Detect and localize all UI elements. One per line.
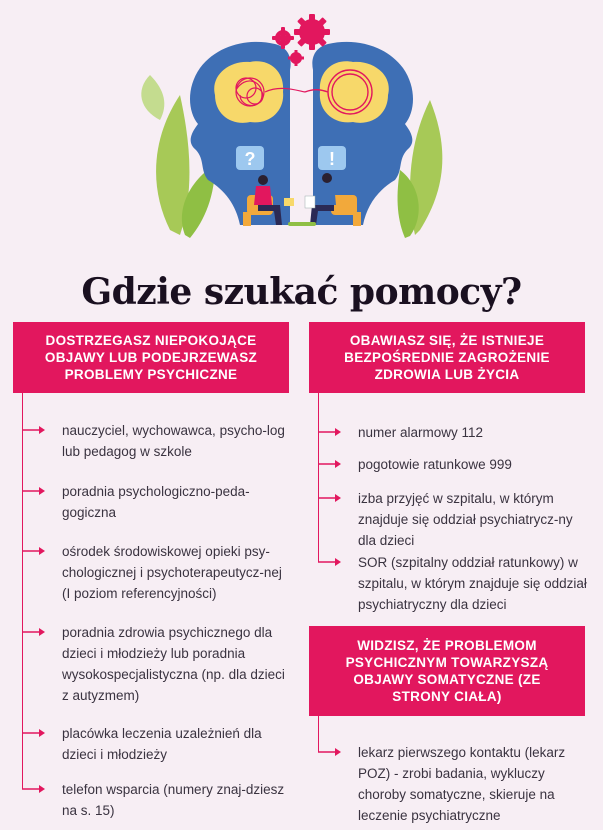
right-top-connector-line [318,393,319,562]
right-bottom-header-text: WIDZISZ, ŻE PROBLEMOM PSYCHICZNYM TOWARZYSZĄ OBJAWY SOMATYCZNE (ZE STRONY CIAŁA) [345,638,549,704]
list-item: telefon wsparcia (numery znaj-dziesz na s. 15) [62,782,285,818]
list-item: ośrodek środowiskowej opieki psy-chologicznej i psychoterapeutycz-nej (I poziom referencyjności) [62,544,282,601]
therapy-illustration [0,0,603,250]
arrow-icon [22,486,46,496]
right-bottom-header-box [309,626,585,716]
list-item: SOR (szpitalny oddział ratunkowy) w szpitalu, w którym znajduje się oddział psychiatryczny dla dzieci [358,555,587,612]
list-item: placówka leczenia uzależnień dla dzieci i młodzieży [62,726,262,762]
right-top-header-box [309,322,585,393]
arrow-icon [22,728,46,738]
arrow-icon [318,747,342,757]
right-top-header-text: OBAWIASZ SIĘ, ŻE ISTNIEJE BEZPOŚREDNIE ZAGROŻENIE ZDROWIA LUB ŻYCIA [344,333,550,382]
list-item: lekarz pierwszego kontaktu (lekarz POZ) - zrobi badania, wykluczy choroby somatyczne, skieruje na leczenie psychiatryczne [358,745,566,823]
list-item: poradnia psychologiczno-peda-gogiczna [62,484,250,520]
arrow-icon [22,425,46,435]
list-item: pogotowie ratunkowe 999 [358,457,512,472]
list-item: izba przyjęć w szpitalu, w którym znajduje się oddział psychiatrycz-ny dla dzieci [358,491,573,548]
list-item: numer alarmowy 112 [358,425,484,440]
arrow-icon [318,557,342,567]
question-mark: ? [244,149,256,169]
arrow-icon [318,427,342,437]
exclamation-mark: ! [329,149,335,169]
page-title: Gdzie szukać pomocy? [81,271,522,314]
arrow-icon [22,627,46,637]
list-item: nauczyciel, wychowawca, psycho-log lub pedagog w szkole [62,423,285,459]
arrow-icon [22,784,46,794]
arrow-icon [22,546,46,556]
list-item: poradnia zdrowia psychicznego dla dzieci i młodzieży lub poradnia wysokospecjalistyczna (np. dla dzieci z autyzmem) [62,625,285,703]
arrow-icon [318,459,342,469]
left-header-text: DOSTRZEGASZ NIEPOKOJĄCE OBJAWY LUB PODEJRZEWASZ PROBLEMY PSYCHICZNE [44,333,258,382]
arrow-icon [318,493,342,503]
left-header-box [13,322,289,393]
